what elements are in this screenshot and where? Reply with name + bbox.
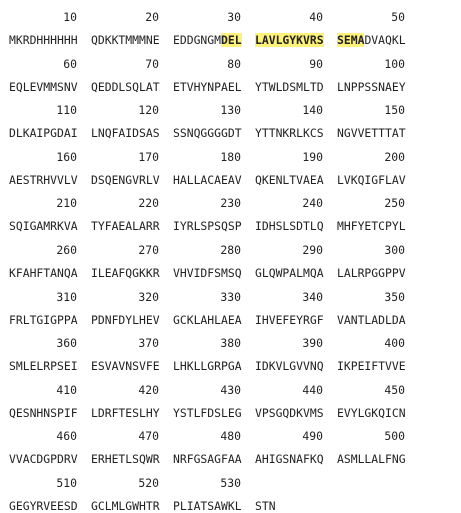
sequence-block [255, 266, 323, 280]
sequence-block [337, 359, 405, 373]
residues: DVAQKL [364, 33, 406, 47]
position-number: 270 [138, 243, 159, 257]
residues: QEDDLSQLAT [91, 79, 160, 94]
sequence-block [255, 313, 323, 327]
sequence-block [337, 80, 405, 94]
position-number: 300 [384, 243, 405, 257]
position-number: 480 [220, 429, 241, 444]
position-number: 460 [56, 429, 77, 444]
position-number-row [9, 150, 405, 164]
sequence-block [9, 173, 77, 187]
position-number-row [9, 336, 405, 350]
position-number: 430 [220, 382, 241, 397]
position-number: 120 [138, 103, 159, 118]
sequence-block [255, 452, 323, 466]
sequence-block [173, 33, 241, 47]
highlighted-residues: DEL [221, 33, 242, 47]
position-number: 140 [302, 103, 323, 118]
residues: DLKAIPGDAI [9, 126, 78, 141]
residues: IKPEIFTVVE [337, 359, 406, 374]
residues: SMLELRPSEI [9, 359, 78, 374]
position-number: 520 [138, 476, 159, 490]
sequence-block [91, 266, 159, 280]
residues: GCKLAHLAEA [173, 312, 242, 327]
sequence-block [337, 406, 405, 420]
sequence-row [9, 33, 405, 47]
sequence-block [173, 313, 241, 327]
position-number: 250 [384, 196, 405, 211]
residues: AHIGSNAFKQ [255, 452, 324, 467]
position-number: 100 [384, 56, 405, 71]
sequence-block [255, 80, 323, 94]
sequence-block [337, 219, 405, 233]
sequence-block [91, 126, 159, 140]
residues: ETVHYNPAEL [173, 79, 242, 94]
position-number-row [9, 196, 405, 210]
position-number: 70 [145, 56, 159, 71]
sequence-block [91, 313, 159, 327]
sequence-block [173, 219, 241, 233]
residues: IDKVLGVVNQ [255, 359, 324, 374]
sequence-block [337, 452, 405, 466]
residues: ASMLLALFNG [337, 452, 406, 467]
position-number: 230 [220, 196, 241, 211]
sequence-row [9, 266, 405, 280]
position-number: 500 [384, 429, 405, 444]
residues: ESVAVNSVFE [91, 359, 160, 374]
sequence-block [255, 126, 323, 140]
position-number-row [9, 290, 405, 304]
sequence-block [9, 80, 77, 94]
position-number: 530 [220, 476, 241, 490]
residues: EVYLGKQICN [337, 405, 406, 420]
residues: QESNHNSPIF [9, 405, 78, 420]
position-number: 320 [138, 289, 159, 304]
position-number-row [9, 57, 405, 71]
residues: MHFYETCPYL [337, 219, 406, 234]
sequence-block [173, 359, 241, 373]
sequence-block [173, 499, 241, 513]
residues: QDKKTMMMNE [91, 33, 160, 47]
sequence-block [9, 359, 77, 373]
highlighted-residues: SEMA [337, 33, 365, 47]
residues: LNQFAIDSAS [91, 126, 160, 141]
sequence-block [337, 266, 405, 280]
residues: PLIATSAWKL [173, 499, 242, 513]
sequence-block [173, 266, 241, 280]
sequence-row [9, 219, 405, 233]
sequence-block [9, 219, 77, 233]
residues: IHVEFEYRGF [255, 312, 324, 327]
residues: VHVIDFSMSQ [173, 266, 242, 280]
position-number: 90 [309, 56, 323, 71]
position-number: 130 [220, 103, 241, 118]
position-number: 30 [227, 10, 241, 24]
residues: GLQWPALMQA [255, 266, 324, 280]
residues: TYFAEALARR [91, 219, 160, 234]
sequence-row [9, 359, 405, 373]
position-number: 340 [302, 289, 323, 304]
sequence-block [91, 80, 159, 94]
residues: VVACDGPDRV [9, 452, 78, 467]
residues: IYRLSPSQSP [173, 219, 242, 234]
sequence-row [9, 173, 405, 187]
sequence-block [9, 452, 77, 466]
sequence-block [9, 313, 77, 327]
position-number: 190 [302, 149, 323, 164]
residues: ILEAFQGKKR [91, 266, 160, 280]
residues: DSQENGVRLV [91, 172, 160, 187]
residues: ERHETLSQWR [91, 452, 160, 467]
position-number-row [9, 243, 405, 257]
position-number: 260 [56, 243, 77, 257]
residues: YTTNKRLKCS [255, 126, 324, 141]
sequence-block [255, 359, 323, 373]
sequence-block [91, 499, 159, 513]
position-number: 240 [302, 196, 323, 211]
sequence-block [255, 219, 323, 233]
residues: LNPPSSNAEY [337, 79, 406, 94]
residues: STN [255, 499, 276, 513]
position-number: 200 [384, 149, 405, 164]
residues: QKENLTVAEA [255, 172, 324, 187]
position-number: 470 [138, 429, 159, 444]
sequence-block [255, 33, 323, 47]
sequence-row [9, 406, 405, 420]
position-number: 220 [138, 196, 159, 211]
sequence-block [91, 452, 159, 466]
position-number: 410 [56, 382, 77, 397]
residues: YTWLDSMLTD [255, 79, 324, 94]
sequence-block [337, 126, 405, 140]
sequence-block [91, 359, 159, 373]
position-number: 170 [138, 149, 159, 164]
position-number: 10 [63, 10, 77, 24]
sequence-row [9, 452, 405, 466]
residues: VPSGQDKVMS [255, 405, 324, 420]
residues: NGVVETTTAT [337, 126, 406, 141]
position-number: 20 [145, 10, 159, 24]
residues: AESTRHVVLV [9, 172, 78, 187]
residues: KFAHFTANQA [9, 266, 78, 280]
position-number: 370 [138, 336, 159, 351]
residues: GCLMLGWHTR [91, 499, 160, 513]
sequence-block [91, 173, 159, 187]
position-number: 350 [384, 289, 405, 304]
residues: LVKQIGFLAV [337, 172, 406, 187]
position-number-row [9, 429, 405, 443]
position-number: 440 [302, 382, 323, 397]
sequence-block [9, 126, 77, 140]
position-number: 290 [302, 243, 323, 257]
sequence-row [9, 313, 405, 327]
position-number: 330 [220, 289, 241, 304]
position-number: 60 [63, 56, 77, 71]
residues: IDHSLSDTLQ [255, 219, 324, 234]
sequence-block [91, 406, 159, 420]
residues: EQLEVMMSNV [9, 79, 78, 94]
sequence-block [9, 33, 77, 47]
residues: GEGYRVEESD [9, 499, 78, 513]
position-number: 180 [220, 149, 241, 164]
sequence-block [9, 406, 77, 420]
position-number: 400 [384, 336, 405, 351]
sequence-block [9, 499, 77, 513]
sequence-block [173, 126, 241, 140]
sequence-block [255, 499, 323, 513]
residues: SSNQGGGGDT [173, 126, 242, 141]
position-number-row [9, 10, 405, 24]
residues: YSTLFDSLEG [173, 405, 242, 420]
position-number: 210 [56, 196, 77, 211]
residues: EDDGNGM [173, 33, 222, 47]
sequence-row [9, 126, 405, 140]
position-number: 380 [220, 336, 241, 351]
residues: LDRFTESLHY [91, 405, 160, 420]
sequence-block [337, 313, 405, 327]
position-number: 150 [384, 103, 405, 118]
residues: NRFGSAGFAA [173, 452, 242, 467]
position-number: 360 [56, 336, 77, 351]
sequence-row [9, 499, 323, 513]
sequence-block [173, 406, 241, 420]
sequence-block [173, 452, 241, 466]
sequence-block [91, 33, 159, 47]
residues: PDNFDYLHEV [91, 312, 160, 327]
position-number-row [9, 476, 241, 490]
position-number: 510 [56, 476, 77, 490]
position-number: 420 [138, 382, 159, 397]
position-number: 310 [56, 289, 77, 304]
sequence-block [337, 33, 405, 47]
residues: MKRDHHHHHH [9, 33, 78, 47]
residues: VANTLADLDA [337, 312, 406, 327]
highlighted-residues: LAVLGYKVRS [255, 33, 324, 47]
position-number: 50 [391, 10, 405, 24]
sequence-block [255, 173, 323, 187]
sequence-row [9, 80, 405, 94]
sequence-block [173, 80, 241, 94]
position-number: 490 [302, 429, 323, 444]
position-number: 40 [309, 10, 323, 24]
position-number: 160 [56, 149, 77, 164]
position-number: 450 [384, 382, 405, 397]
position-number-row [9, 383, 405, 397]
sequence-block [337, 173, 405, 187]
position-number: 110 [56, 103, 77, 118]
position-number-row [9, 103, 405, 117]
residues: HALLACAEAV [173, 172, 242, 187]
residues: SQIGAMRKVA [9, 219, 78, 234]
sequence-block [173, 173, 241, 187]
position-number: 390 [302, 336, 323, 351]
position-number: 80 [227, 56, 241, 71]
residues: FRLTGIGPPA [9, 312, 78, 327]
residues: LALRPGGPPV [337, 266, 406, 280]
residues: LHKLLGRPGA [173, 359, 242, 374]
sequence-block [9, 266, 77, 280]
sequence-block [91, 219, 159, 233]
sequence-block [255, 406, 323, 420]
position-number: 280 [220, 243, 241, 257]
